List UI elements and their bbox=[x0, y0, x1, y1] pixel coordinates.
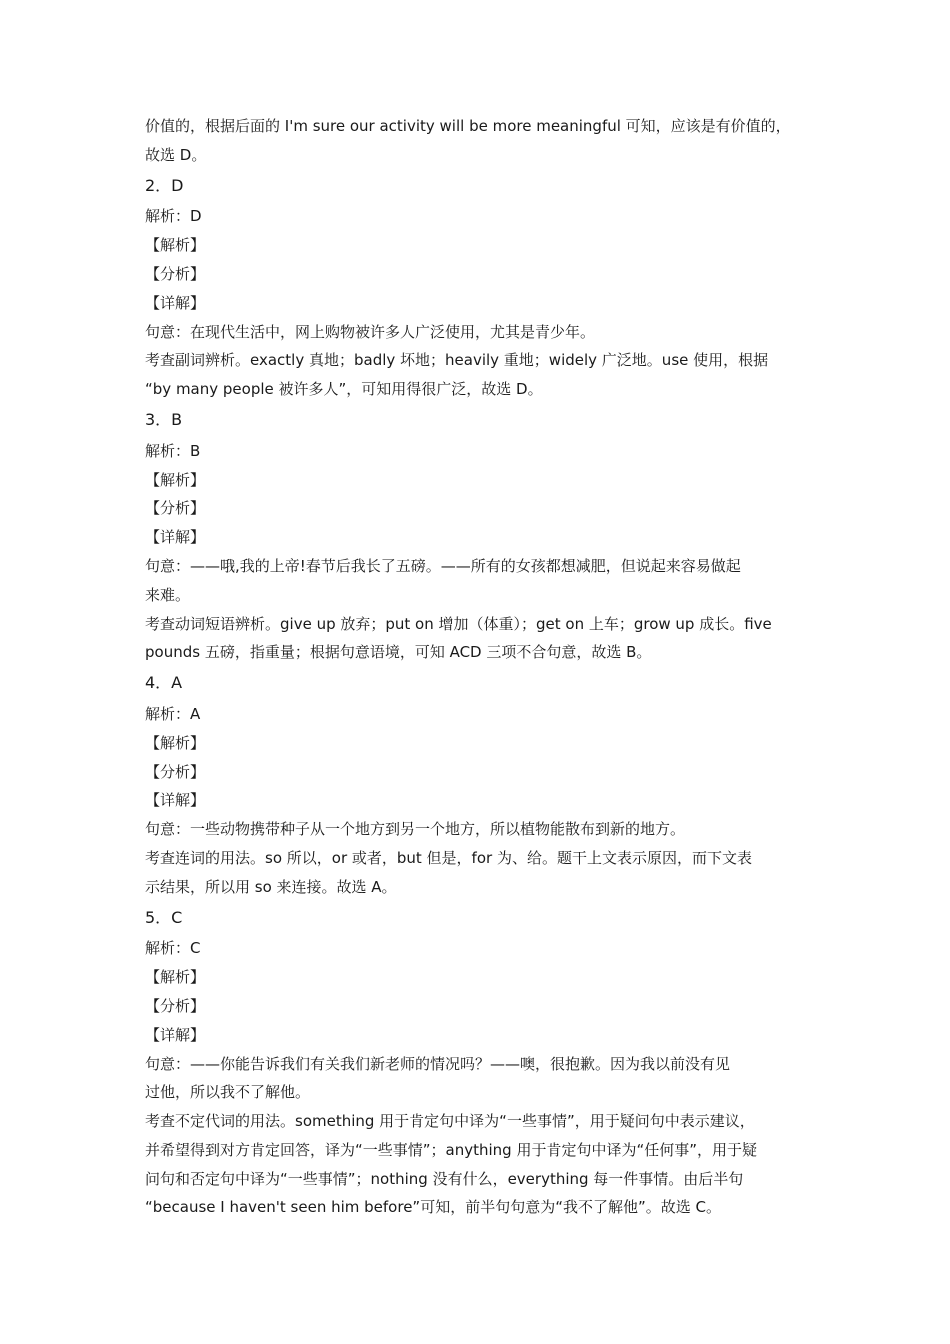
text-line: 句意：——你能告诉我们有关我们新老师的情况吗？——噢，很抱歉。因为我以前没有见 bbox=[145, 1054, 731, 1073]
text-line: 【详解】 bbox=[145, 528, 206, 547]
text-line: 解析：B bbox=[145, 441, 201, 460]
text-line: 示结果，所以用 so 来连接。故选 A。 bbox=[145, 877, 397, 896]
text-line: 考查不定代词的用法。something 用于肯定句中译为“一些事情”，用于疑问句中表示建议， bbox=[145, 1112, 755, 1131]
text-line: 【解析】 bbox=[145, 968, 206, 987]
text-line: “by many people 被许多人”，可知用得很广泛，故选 D。 bbox=[145, 380, 543, 399]
document-body bbox=[145, 112, 810, 1222]
text-line: 故选 D。 bbox=[145, 145, 207, 164]
text-line: 【分析】 bbox=[145, 499, 206, 518]
text-line: 过他，所以我不了解他。 bbox=[145, 1083, 311, 1102]
text-line: 【详解】 bbox=[145, 293, 206, 312]
text-line: 【解析】 bbox=[145, 236, 206, 255]
text-line: 解析：A bbox=[145, 704, 201, 723]
question-number: 4．A bbox=[145, 673, 183, 693]
text-line: 考查动词短语辨析。give up 放弃；put on 增加（体重）；get on 上车；grow up 成长。five bbox=[145, 614, 772, 633]
text-line: 来难。 bbox=[145, 585, 191, 604]
text-line: 句意：一些动物携带种子从一个地方到另一个地方，所以植物能散布到新的地方。 bbox=[145, 820, 686, 839]
text-line: 句意：在现代生活中，网上购物被许多人广泛使用，尤其是青少年。 bbox=[145, 322, 596, 341]
text-line: 句意：——哦,我的上帝!春节后我长了五磅。——所有的女孩都想减肥，但说起来容易做起 bbox=[145, 556, 741, 575]
question-number: 2．D bbox=[145, 175, 184, 195]
text-line: pounds 五磅，指重量；根据句意语境，可知 ACD 三项不合句意，故选 B。 bbox=[145, 643, 652, 662]
text-line: 【详解】 bbox=[145, 1025, 206, 1044]
text-line: 【分析】 bbox=[145, 264, 206, 283]
question-number: 5．C bbox=[145, 907, 183, 927]
text-line: 解析：D bbox=[145, 207, 202, 226]
question-number: 3．B bbox=[145, 409, 183, 429]
text-line: 考查副词辨析。exactly 真地；badly 坏地；heavily 重地；widely 广泛地。use 使用，根据 bbox=[145, 351, 769, 370]
text-line: 考查连词的用法。so 所以，or 或者，but 但是，for 为、给。题干上文表示原因，而下文表 bbox=[145, 848, 752, 867]
text-line: 【详解】 bbox=[145, 791, 206, 810]
text-line: 【解析】 bbox=[145, 733, 206, 752]
text-line: 问句和否定句中译为“一些事情”；nothing 没有什么，everything 每一件事情。由后半句 bbox=[145, 1169, 744, 1188]
text-line: 价值的，根据后面的 I'm sure our activity will be more meaningful 可知，应该是有价值的， bbox=[145, 117, 791, 135]
text-line: 【解析】 bbox=[145, 470, 206, 489]
text-line: 【分析】 bbox=[145, 762, 206, 781]
text-line: “because I haven't seen him before”可知，前半句句意为“我不了解他”。故选 C。 bbox=[145, 1198, 721, 1217]
text-line: 解析：C bbox=[145, 939, 201, 958]
text-line: 并希望得到对方肯定回答，译为“一些事情”；anything 用于肯定句中译为“任何事”，用于疑 bbox=[145, 1140, 758, 1159]
text-line: 【分析】 bbox=[145, 996, 206, 1015]
